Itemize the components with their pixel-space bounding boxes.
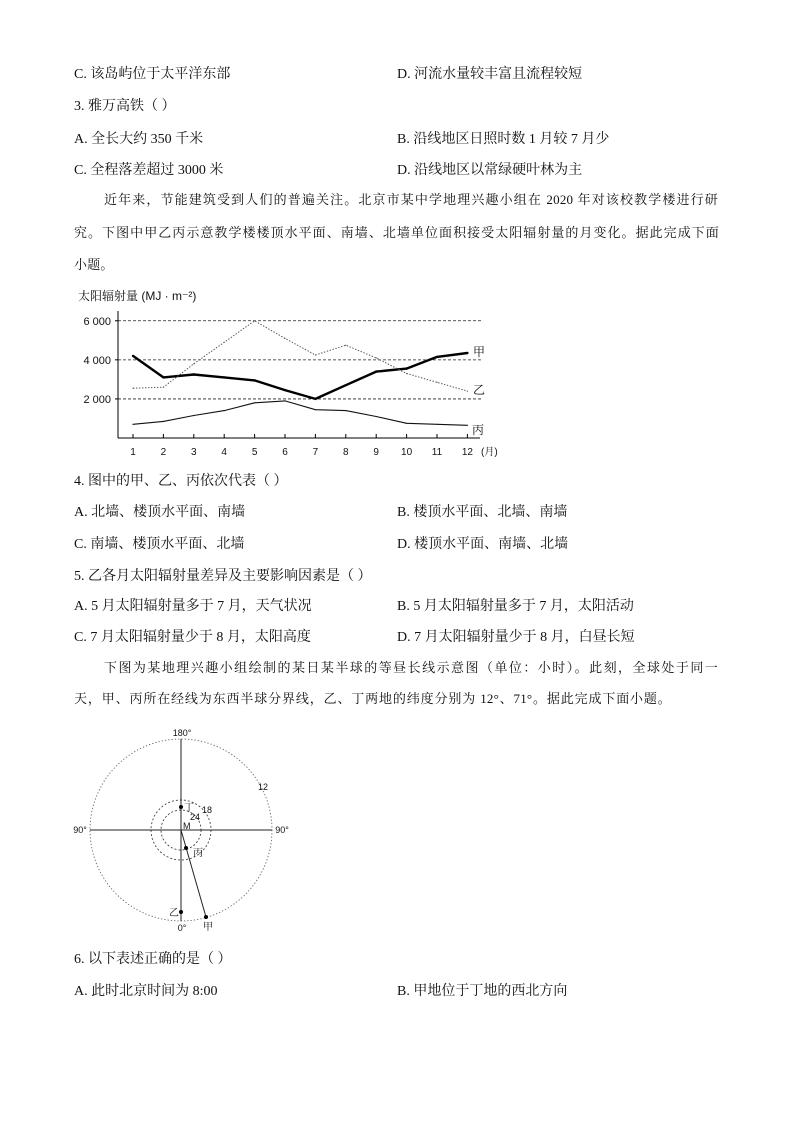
data-point — [132, 388, 133, 389]
x-tick-label: 3 — [191, 447, 197, 458]
q4-option-d: D. 楼顶水平面、南墙、北墙 — [397, 537, 569, 552]
point-ding — [179, 805, 183, 809]
q6-stem: 6. 以下表述正确的是（ ） — [74, 952, 232, 967]
q5-option-b: B. 5 月太阳辐射量多于 7 月，太阳活动 — [397, 599, 634, 614]
data-point — [193, 373, 195, 375]
chart-grid — [83, 316, 481, 406]
x-tick-label: 8 — [343, 447, 349, 458]
label-lon-90-left: 90° — [73, 825, 87, 835]
chart-x-axis-label: (月) — [481, 447, 498, 458]
data-point — [406, 373, 407, 374]
data-point — [345, 410, 346, 411]
q2-option-c: C. 该岛屿位于太平洋东部 — [74, 67, 231, 82]
label-isoline-24: 24 — [190, 812, 201, 822]
data-point — [436, 356, 438, 358]
data-point — [163, 387, 164, 388]
x-tick-label: 1 — [130, 447, 136, 458]
series-line-3 — [133, 401, 467, 425]
x-tick-label: 12 — [461, 447, 473, 458]
q3-option-a: A. 全长大约 350 千米 — [74, 132, 204, 147]
data-point — [162, 376, 164, 378]
data-point — [376, 416, 377, 417]
label-isoline-12: 12 — [258, 782, 269, 792]
data-point — [224, 342, 225, 343]
data-point — [467, 425, 468, 426]
label-lon-90-right: 90° — [275, 825, 289, 835]
data-point — [284, 338, 285, 339]
point-jia — [204, 915, 208, 919]
chart-y-axis-label: 太阳辐射量 (MJ · m⁻²) — [78, 289, 197, 303]
q3-option-c: C. 全程落差超过 3000 米 — [74, 163, 224, 178]
y-tick-label: 4 000 — [83, 354, 111, 367]
data-point — [345, 384, 347, 386]
data-point — [132, 355, 134, 357]
x-tick-label: 5 — [251, 447, 258, 458]
series-label-bing: 丙 — [472, 423, 485, 437]
q2-option-d: D. 河流水量较丰富且流程较短 — [397, 67, 583, 82]
passage1-line-1: 近年来，节能建筑受到人们的普遍关注。北京市某中学地理兴趣小组在 2020 年对该校教学楼进行研 — [104, 192, 718, 207]
passage2-line-2: 天，甲、丙所在经线为东西半球分界线，乙、丁两地的纬度分别为 12°、71°。据此完成下面小题。 — [74, 691, 671, 706]
q4-option-c: C. 南墙、楼顶水平面、北墙 — [74, 537, 245, 552]
q5-option-c: C. 7 月太阳辐射量少于 8 月，太阳高度 — [74, 630, 311, 645]
data-point — [193, 415, 194, 416]
q3-option-b: B. 沿线地区日照时数 1 月较 7 月少 — [397, 132, 610, 147]
point-yi — [179, 910, 183, 914]
label-point-bing: 丙 — [193, 848, 203, 859]
series-label-jia: 甲 — [473, 345, 486, 359]
q6-option-a: A. 此时北京时间为 8:00 — [74, 984, 218, 999]
series-label-yi: 乙 — [473, 383, 486, 397]
q5-option-d: D. 7 月太阳辐射量少于 8 月，白昼长短 — [397, 630, 635, 645]
q3-stem: 3. 雅万高铁（ ） — [74, 99, 176, 114]
data-point — [284, 389, 286, 391]
label-point-jia: 甲 — [203, 922, 213, 933]
x-tick-label: 10 — [401, 447, 413, 458]
x-tick-label: 11 — [431, 447, 443, 458]
x-tick-label: 9 — [373, 447, 379, 458]
passage2-line-1: 下图为某地理兴趣小组绘制的某日某半球的等昼长线示意图（单位：小时）。此刻，全球处于同一 — [104, 660, 718, 675]
data-point — [254, 320, 255, 321]
x-tick-label: 6 — [282, 447, 288, 458]
passage1-line-2: 究。下图中甲乙丙示意教学楼楼顶水平面、南墙、北墙单位面积接受太阳辐射量的月变化。据此完成下面 — [74, 225, 719, 240]
label-point-m: M — [183, 821, 191, 831]
data-point — [284, 400, 285, 401]
day-length-isoline-diagram — [70, 722, 300, 937]
data-point — [466, 352, 468, 354]
data-point — [314, 398, 316, 400]
label-lon-0: 0° — [177, 923, 187, 933]
y-tick-label: 2 000 — [83, 393, 111, 406]
data-point — [224, 410, 225, 411]
data-point — [406, 423, 407, 424]
data-point — [376, 357, 377, 358]
data-point — [253, 379, 255, 381]
series-line-2 — [133, 321, 467, 391]
chart-series — [132, 320, 469, 426]
q4-option-a: A. 北墙、楼顶水平面、南墙 — [74, 505, 246, 520]
solar-radiation-chart — [70, 284, 510, 460]
x-tick-label: 4 — [221, 447, 227, 458]
data-point — [132, 424, 133, 425]
label-point-yi: 乙 — [169, 908, 179, 919]
passage1-line-3: 小题。 — [74, 257, 114, 272]
data-point — [405, 367, 407, 369]
data-point — [345, 345, 346, 346]
data-point — [254, 402, 255, 403]
x-tick-label: 7 — [312, 447, 319, 458]
q6-option-b: B. 甲地位于丁地的西北方向 — [397, 984, 568, 999]
label-point-ding: 丁 — [184, 803, 194, 814]
data-point — [223, 376, 225, 378]
q4-option-b: B. 楼顶水平面、北墙、南墙 — [397, 505, 568, 520]
data-point — [315, 409, 316, 410]
label-lon-180: 180° — [172, 728, 192, 738]
q5-option-a: A. 5 月太阳辐射量多于 7 月，天气状况 — [74, 599, 312, 614]
data-point — [315, 354, 316, 355]
data-point — [436, 382, 437, 383]
data-point — [163, 421, 164, 422]
label-isoline-18: 18 — [202, 805, 213, 815]
data-point — [375, 370, 377, 372]
data-point — [193, 363, 194, 364]
y-tick-label: 6 000 — [83, 315, 111, 328]
point-bing — [184, 846, 188, 850]
line-m-to-jia — [181, 830, 206, 917]
data-point — [436, 424, 437, 425]
data-point — [467, 391, 468, 392]
q5-stem: 5. 乙各月太阳辐射量差异及主要影响因素是（ ） — [74, 569, 372, 584]
q3-option-d: D. 沿线地区以常绿硬叶林为主 — [397, 163, 583, 178]
x-tick-label: 2 — [160, 447, 167, 458]
q4-stem: 4. 图中的甲、乙、丙依次代表（ ） — [74, 474, 288, 489]
